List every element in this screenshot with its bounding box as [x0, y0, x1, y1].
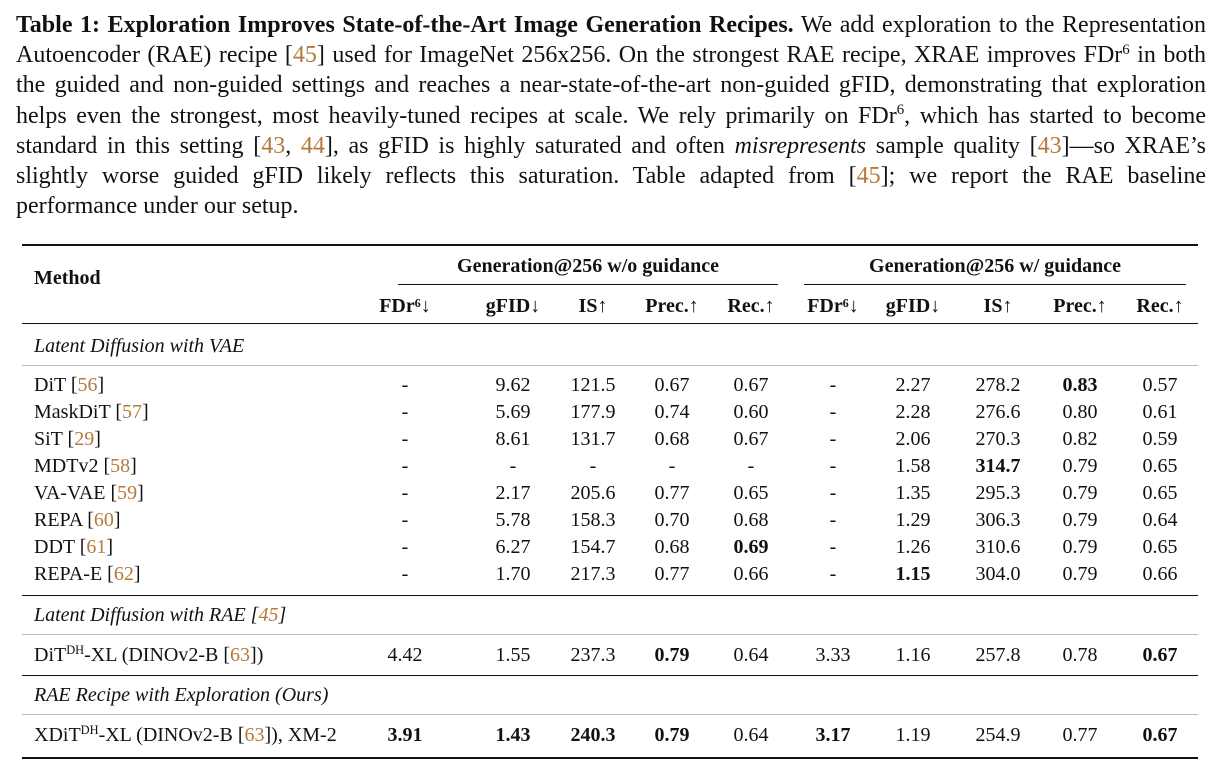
citation-link[interactable]: 62: [113, 563, 134, 585]
table-cell: 1.29: [895, 509, 931, 531]
table-cell: 1.15: [895, 563, 931, 585]
top-rule: [22, 244, 1198, 246]
table-cell: -: [401, 563, 409, 585]
table-cell: 0.67: [1142, 644, 1178, 666]
table-cell: 257.8: [975, 644, 1021, 666]
table-cell: 0.77: [654, 563, 690, 585]
table-cell: 0.77: [654, 482, 690, 504]
method-name-text: REPA: [34, 509, 83, 531]
table-cell: -: [747, 455, 755, 477]
table-cell: 0.60: [733, 401, 769, 423]
method-name: REPA [60]: [34, 509, 121, 531]
table-cell: 310.6: [975, 536, 1021, 558]
table-cell: -: [401, 455, 409, 477]
method-name: DiT$^{DH}$-XL (DINOv2-B [63]): [34, 643, 264, 666]
method-name-text: REPA-E: [34, 563, 103, 585]
table-cell: 9.62: [495, 374, 531, 396]
table-cell: 1.58: [895, 455, 931, 477]
superscript: DH: [66, 643, 85, 658]
column-header: Rec.↑: [1136, 295, 1184, 317]
caption-label: Table 1:: [16, 12, 101, 38]
table-cell: 8.61: [495, 428, 531, 450]
group-header-no-guidance: Generation@256 w/o guidance: [457, 255, 719, 277]
method-name: DiT [56]: [34, 374, 105, 396]
table-cell: 0.79: [1062, 455, 1098, 477]
table-cell: 0.83: [1062, 374, 1098, 396]
column-header: FDr⁶↓: [807, 295, 859, 317]
column-header: Rec.↑: [727, 295, 775, 317]
table-cell: 0.64: [733, 644, 769, 666]
table-cell: 0.65: [1142, 536, 1178, 558]
column-header: IS↑: [578, 295, 608, 317]
section-rule: [22, 365, 1198, 366]
table-cell: -: [401, 536, 409, 558]
table-cell: -: [401, 374, 409, 396]
section-label: Latent Diffusion with VAE: [34, 335, 245, 357]
method-name-text: ), XM-2: [271, 724, 337, 746]
table-cell: 270.3: [975, 428, 1021, 450]
table-cell: -: [668, 455, 676, 477]
superscript: 6: [1122, 42, 1130, 59]
table-cell: 0.67: [733, 428, 769, 450]
group-header-guidance: Generation@256 w/ guidance: [869, 255, 1121, 277]
method-name-text: SiT: [34, 428, 63, 450]
table-cell: 0.65: [733, 482, 769, 504]
table-cell: 0.61: [1142, 401, 1178, 423]
citation-link[interactable]: 43: [261, 132, 286, 159]
table-cell: -: [401, 509, 409, 531]
table-cell: 314.7: [975, 455, 1021, 477]
column-header: IS↑: [983, 295, 1013, 317]
superscript: 6: [896, 102, 905, 119]
citation-link[interactable]: 43: [1037, 132, 1062, 159]
table-cell: 0.57: [1142, 374, 1178, 396]
table-cell: 0.65: [1142, 482, 1178, 504]
table-cell: 1.16: [895, 644, 931, 666]
table-cell: 0.79: [1062, 482, 1098, 504]
table-cell: 205.6: [570, 482, 616, 504]
column-header: Prec.↑: [645, 295, 699, 317]
table-cell: 0.64: [733, 724, 769, 746]
table-cell: 237.3: [570, 644, 616, 666]
citation-link[interactable]: 57: [121, 401, 142, 423]
table-cell: 1.19: [895, 724, 931, 746]
table-cell: 2.28: [895, 401, 931, 423]
section-label: Latent Diffusion with RAE [45]: [34, 604, 287, 626]
method-name-text: MaskDiT: [34, 401, 111, 423]
table-cell: 0.79: [654, 724, 690, 746]
table-cell: 1.43: [495, 724, 531, 746]
table-cell: 1.35: [895, 482, 931, 504]
caption-text: —so XRAE’s slightly worse guided gFID likely reflects this saturation. Table adapted from: [16, 132, 1206, 190]
method-header: Method: [34, 267, 101, 289]
method-name: XDiT$^{DH}$-XL (DINOv2-B [63]), XM-2: [34, 723, 337, 746]
table-cell: 0.78: [1062, 644, 1098, 666]
table-cell: 306.3: [975, 509, 1021, 531]
table-cell: 2.17: [495, 482, 531, 504]
table-cell: -: [509, 455, 517, 477]
caption-text: ; we report the RAE baseline performance under our setup.: [16, 163, 1206, 220]
citation-link[interactable]: 29: [74, 428, 95, 450]
table-cell: -: [829, 455, 837, 477]
table-cell: 0.69: [733, 536, 769, 558]
column-header: gFID↓: [485, 295, 541, 317]
method-name: VA-VAE [59]: [34, 482, 144, 504]
table-cell: 2.27: [895, 374, 931, 396]
table-cell: 0.68: [654, 428, 690, 450]
table-cell: 5.69: [495, 401, 531, 423]
table-cell: 0.59: [1142, 428, 1178, 450]
method-name-text: DiT: [34, 644, 67, 666]
table-cell: 121.5: [570, 374, 616, 396]
caption-title: Exploration Improves State-of-the-Art Image Generation Recipes.: [107, 12, 794, 38]
table-cell: 0.70: [654, 509, 690, 531]
citation-link[interactable]: 45: [258, 604, 279, 626]
header-rule: [22, 323, 1198, 324]
column-header: gFID↓: [885, 295, 941, 317]
table-cell: 3.33: [815, 644, 851, 666]
method-name: DDT [61]: [34, 536, 114, 558]
citation-link[interactable]: 63: [244, 724, 265, 746]
citation-link[interactable]: 44: [300, 132, 325, 159]
superscript: DH: [80, 723, 99, 738]
table-cell: 1.70: [495, 563, 531, 585]
table-cell: -: [829, 482, 837, 504]
caption-emphasis: misrepresents: [734, 132, 867, 159]
table-cell: -: [401, 428, 409, 450]
table-cell: -: [829, 374, 837, 396]
caption-text: sample quality: [875, 132, 1021, 159]
table-cell: 0.66: [733, 563, 769, 585]
table-cell: 0.67: [733, 374, 769, 396]
method-name-text: MDTv2: [34, 455, 99, 477]
citation-link[interactable]: 59: [117, 482, 138, 504]
citation-link[interactable]: 45: [856, 163, 881, 190]
table-cell: 1.55: [495, 644, 531, 666]
table-cell: 0.79: [1062, 536, 1098, 558]
table-cell: -: [829, 563, 837, 585]
table-cell: 278.2: [975, 374, 1021, 396]
section-label: RAE Recipe with Exploration (Ours): [34, 684, 329, 706]
caption-text: used for ImageNet 256x256. On the strongest RAE recipe, XRAE improves FDr: [332, 42, 1123, 69]
method-name: MaskDiT [57]: [34, 401, 149, 423]
table-cell: 0.68: [733, 509, 769, 531]
table-cell: 6.27: [495, 536, 531, 558]
table-cell: -: [401, 482, 409, 504]
method-name-text: ): [256, 644, 264, 666]
table-cell: -: [829, 401, 837, 423]
table-cell: 3.17: [815, 724, 851, 746]
table-cell: 0.64: [1142, 509, 1178, 531]
table-cell: 304.0: [975, 563, 1021, 585]
method-name-text: VA-VAE: [34, 482, 106, 504]
section-rule: [22, 595, 1198, 596]
table-cell: 3.91: [387, 724, 423, 746]
results-table: [22, 244, 1198, 759]
table-cell: 0.67: [654, 374, 690, 396]
method-name-text: XDiT: [34, 724, 81, 746]
table-cell: 295.3: [975, 482, 1021, 504]
table-cell: 0.74: [654, 401, 690, 423]
table-cell: 4.42: [387, 644, 423, 666]
caption-text: in both the guided and non-guided settings and reaches a near-state-of-the-art non-guided gFID, demonstrating that exploration helps even the strongest, most heavily-tuned recipes at scale. We rely primarily on FDr: [16, 42, 1206, 129]
section-rule: [22, 714, 1198, 715]
table-cell: 0.67: [1142, 724, 1178, 746]
method-name-text: -XL (DINOv2-B: [84, 644, 219, 666]
caption-text: , which has started to become standard in this setting: [16, 102, 1206, 159]
table-cell: 0.68: [654, 536, 690, 558]
table-cell: 2.06: [895, 428, 931, 450]
table-cell: 131.7: [570, 428, 616, 450]
table-caption: Table 1: Exploration Improves State-of-the-Art Image Generation Recipes. We add exploration to the Representation Autoencoder (RAE) recipe [45] used for ImageNet 256x256. On the strongest RAE recipe, XRAE improves FDr$^6$ in both the guided and non-guided settings and reaches a near-state-of-the-art non-guided gFID, demonstrating that exploration helps even the strongest, most heavily-tuned recipes at scale. We rely primarily on FDr$^6$, which has started to become standard in this setting [43, 44], as gFID is highly saturated and often misrepresents sample quality [43]—so XRAE’s slightly worse guided gFID likely reflects this saturation. Table adapted from [45]; we report the RAE baseline performance under our setup.: [16, 12, 1206, 220]
citation-link[interactable]: 45: [292, 42, 317, 69]
table-cell: 0.79: [1062, 509, 1098, 531]
table-cell: 0.66: [1142, 563, 1178, 585]
caption-text: We add exploration to the Representation Autoencoder (RAE) recipe: [16, 12, 1206, 69]
table-cell: 276.6: [975, 401, 1021, 423]
method-name: MDTv2 [58]: [34, 455, 137, 477]
citation-link[interactable]: 58: [110, 455, 131, 477]
table-cell: 0.79: [1062, 563, 1098, 585]
citation-link[interactable]: 56: [77, 374, 98, 396]
citation-link[interactable]: 63: [230, 644, 251, 666]
bottom-rule: [22, 757, 1198, 759]
table-cell: 1.26: [895, 536, 931, 558]
table-cell: 0.77: [1062, 724, 1098, 746]
section-rule: [22, 675, 1198, 676]
table-cell: 5.78: [495, 509, 531, 531]
table-cell: 0.79: [654, 644, 690, 666]
table-cell: 240.3: [570, 724, 616, 746]
table-cell: 254.9: [975, 724, 1021, 746]
table-cell: 177.9: [570, 401, 616, 423]
table-cell: -: [829, 509, 837, 531]
method-name: REPA-E [62]: [34, 563, 141, 585]
group-rule: [804, 284, 1186, 285]
table-cell: 0.80: [1062, 401, 1098, 423]
table-cell: 154.7: [570, 536, 616, 558]
table-cell: -: [401, 401, 409, 423]
table-cell: 158.3: [570, 509, 616, 531]
citation-link[interactable]: 61: [86, 536, 107, 558]
method-name-text: -XL (DINOv2-B: [98, 724, 233, 746]
section-label-text: Latent Diffusion with RAE: [34, 604, 246, 626]
group-rule: [398, 284, 778, 285]
table-cell: -: [829, 536, 837, 558]
table-cell: 0.65: [1142, 455, 1178, 477]
table-cell: -: [829, 428, 837, 450]
section-rule: [22, 634, 1198, 635]
method-name: SiT [29]: [34, 428, 101, 450]
column-header: FDr⁶↓: [379, 295, 431, 317]
column-header: Prec.↑: [1053, 295, 1107, 317]
table-cell: -: [589, 455, 597, 477]
table-cell: 217.3: [570, 563, 616, 585]
caption-text: , as gFID is highly saturated and often: [332, 132, 725, 159]
method-name-text: DDT: [34, 536, 75, 558]
table-cell: 0.82: [1062, 428, 1098, 450]
method-name-text: DiT: [34, 374, 66, 396]
citation-link[interactable]: 60: [93, 509, 114, 531]
